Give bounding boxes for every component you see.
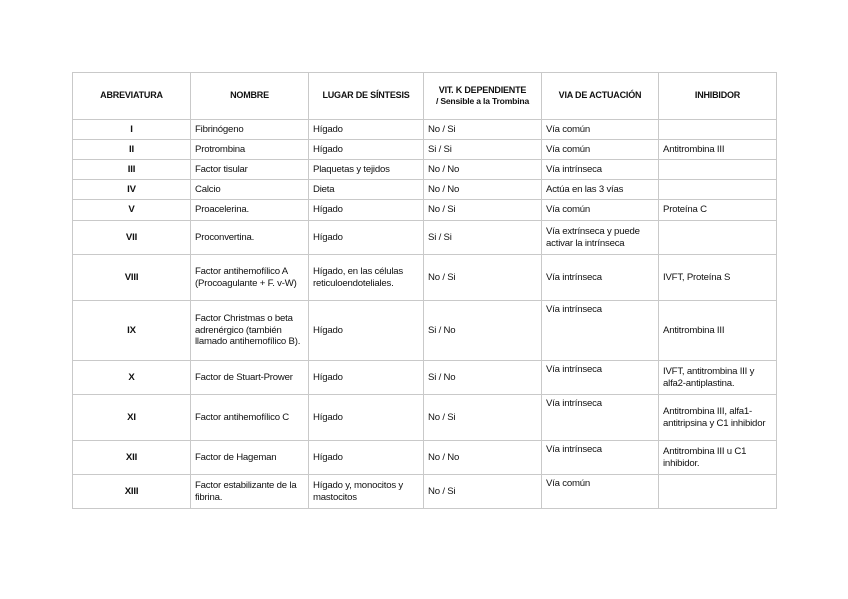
header-vitk-line2: / Sensible a la Trombina [435, 96, 530, 106]
cell-via: Vía común [542, 120, 659, 140]
cell-nombre: Protrombina [191, 140, 309, 160]
cell-vitk: No / Si [424, 120, 542, 140]
table-row [73, 361, 777, 395]
cell-vitk: No / Si [424, 255, 542, 301]
header-vitk-line1: VIT. K DEPENDIENTE [438, 84, 527, 95]
cell-abreviatura: XI [73, 395, 191, 441]
cell-lugar: Hígado [309, 140, 424, 160]
header-abreviatura: ABREVIATURA [73, 73, 191, 120]
cell-vitk: Si / No [424, 301, 542, 361]
cell-via: Vía intrínseca [542, 441, 659, 475]
table-row [73, 441, 777, 475]
cell-nombre: Factor Christmas o beta adrenérgico (también llamado antihemofílico B). [191, 301, 309, 361]
cell-via: Vía común [542, 200, 659, 221]
header-inhibidor: INHIBIDOR [659, 73, 777, 120]
table-row [73, 475, 777, 509]
cell-via: Vía intrínseca [542, 395, 659, 441]
cell-via: Vía intrínseca [542, 361, 659, 395]
cell-abreviatura: IX [73, 301, 191, 361]
cell-inhibidor [659, 180, 777, 200]
cell-inhibidor [659, 120, 777, 140]
table-row [73, 120, 777, 140]
cell-lugar: Hígado [309, 441, 424, 475]
cell-lugar: Hígado [309, 301, 424, 361]
cell-inhibidor: IVFT, antitrombina III y alfa2-antiplastina. [659, 361, 777, 395]
cell-inhibidor: Antitrombina III u C1 inhibidor. [659, 441, 777, 475]
header-nombre: NOMBRE [191, 73, 309, 120]
table-row [73, 395, 777, 441]
cell-nombre: Factor de Stuart-Prower [191, 361, 309, 395]
table-row [73, 301, 777, 361]
cell-nombre: Factor estabilizante de la fibrina. [191, 475, 309, 509]
header-row [73, 73, 777, 120]
cell-vitk: No / Si [424, 200, 542, 221]
cell-nombre: Fibrinógeno [191, 120, 309, 140]
cell-vitk: No / No [424, 441, 542, 475]
coagulation-factors-table [72, 72, 777, 509]
cell-nombre: Factor tisular [191, 160, 309, 180]
table-row [73, 255, 777, 301]
cell-vitk: No / Si [424, 395, 542, 441]
cell-vitk: Si / Si [424, 140, 542, 160]
cell-nombre: Proacelerina. [191, 200, 309, 221]
cell-abreviatura: VII [73, 221, 191, 255]
cell-vitk: Si / No [424, 361, 542, 395]
cell-nombre: Factor antihemofílico A (Procoagulante + F. v-W) [191, 255, 309, 301]
cell-lugar: Hígado [309, 361, 424, 395]
cell-vitk: No / No [424, 180, 542, 200]
cell-abreviatura: V [73, 200, 191, 221]
cell-via: Vía intrínseca [542, 301, 659, 361]
cell-lugar: Hígado, en las células reticuloendoteliales. [309, 255, 424, 301]
cell-lugar: Plaquetas y tejidos [309, 160, 424, 180]
cell-nombre: Calcio [191, 180, 309, 200]
cell-nombre: Factor de Hageman [191, 441, 309, 475]
table-row [73, 140, 777, 160]
cell-lugar: Hígado [309, 395, 424, 441]
cell-vitk: Si / Si [424, 221, 542, 255]
cell-inhibidor: Proteína C [659, 200, 777, 221]
cell-abreviatura: IV [73, 180, 191, 200]
header-vitk [424, 73, 542, 120]
table-row [73, 200, 777, 221]
table-row [73, 160, 777, 180]
cell-inhibidor [659, 475, 777, 509]
cell-abreviatura: X [73, 361, 191, 395]
cell-inhibidor: Antitrombina III [659, 301, 777, 361]
cell-lugar: Hígado [309, 221, 424, 255]
cell-abreviatura: VIII [73, 255, 191, 301]
header-lugar-sintesis: LUGAR DE SÍNTESIS [309, 73, 424, 120]
cell-nombre: Proconvertina. [191, 221, 309, 255]
cell-vitk: No / No [424, 160, 542, 180]
cell-vitk: No / Si [424, 475, 542, 509]
table-row [73, 180, 777, 200]
cell-via: Vía intrínseca [542, 255, 659, 301]
cell-via: Vía extrínseca y puede activar la intrínseca [542, 221, 659, 255]
cell-lugar: Hígado y, monocitos y mastocitos [309, 475, 424, 509]
cell-via: Vía intrínseca [542, 160, 659, 180]
table-row [73, 221, 777, 255]
cell-lugar: Dieta [309, 180, 424, 200]
cell-via: Actúa en las 3 vías [542, 180, 659, 200]
header-via-actuacion: VIA DE ACTUACIÓN [542, 73, 659, 120]
cell-inhibidor: Antitrombina III [659, 140, 777, 160]
cell-nombre: Factor antihemofílico C [191, 395, 309, 441]
cell-abreviatura: I [73, 120, 191, 140]
cell-via: Vía común [542, 475, 659, 509]
cell-abreviatura: III [73, 160, 191, 180]
cell-inhibidor: IVFT, Proteína S [659, 255, 777, 301]
cell-lugar: Hígado [309, 120, 424, 140]
cell-lugar: Hígado [309, 200, 424, 221]
cell-inhibidor [659, 160, 777, 180]
cell-inhibidor: Antitrombina III, alfa1-antitripsina y C1 inhibidor [659, 395, 777, 441]
cell-via: Vía común [542, 140, 659, 160]
cell-abreviatura: XII [73, 441, 191, 475]
cell-inhibidor [659, 221, 777, 255]
cell-abreviatura: II [73, 140, 191, 160]
cell-abreviatura: XIII [73, 475, 191, 509]
